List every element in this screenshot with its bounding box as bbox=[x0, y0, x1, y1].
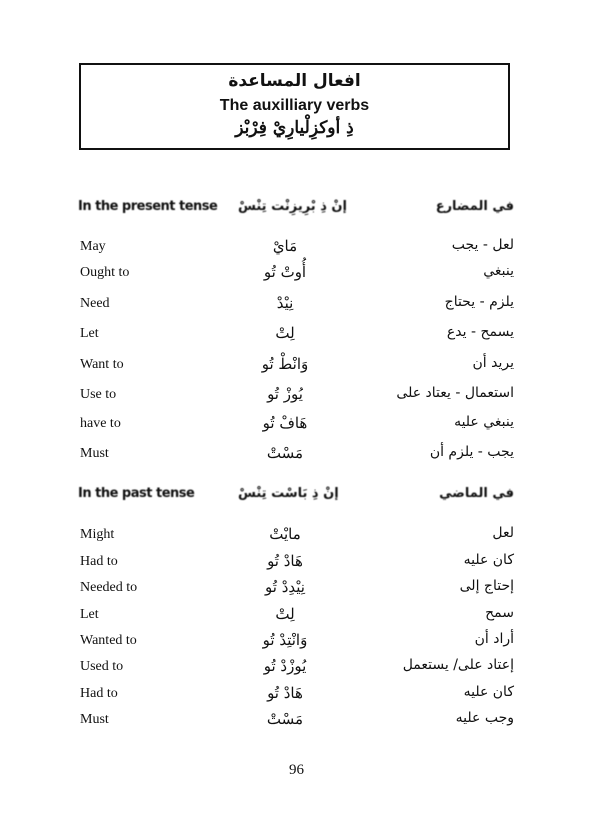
english-verb: Used to bbox=[80, 659, 124, 674]
arabic-meaning: أراد أن bbox=[474, 631, 514, 647]
english-verb: Want to bbox=[80, 357, 124, 372]
section-header-transliteration: إنْ ذِ بْرِيزِنْت تِنْسْ bbox=[238, 199, 347, 214]
arabic-meaning: استعمال - يعتاد على bbox=[396, 385, 514, 401]
pronunciation: أُوتْ تُو bbox=[263, 263, 307, 281]
table-row bbox=[80, 554, 514, 576]
title-transliteration: ذِ أوكزِلْيارِيْ فِرْبْز bbox=[235, 118, 354, 138]
pronunciation: يُوزْدْ تُو bbox=[263, 657, 307, 675]
english-verb: Let bbox=[80, 326, 99, 341]
english-verb: Wanted to bbox=[80, 633, 137, 648]
english-verb: Had to bbox=[80, 686, 118, 701]
arabic-meaning: وجب عليه bbox=[455, 710, 514, 726]
table-row bbox=[80, 326, 514, 348]
english-verb: Use to bbox=[80, 387, 117, 402]
arabic-meaning: إعتاد على/ يستعمل bbox=[402, 657, 514, 673]
table-row bbox=[80, 239, 514, 261]
arabic-meaning: يلزم - يحتاج bbox=[444, 294, 514, 310]
table-row bbox=[80, 712, 514, 734]
table-row bbox=[80, 580, 514, 602]
title-box bbox=[79, 63, 510, 150]
section-header-arabic: في المضارع bbox=[435, 199, 514, 214]
arabic-meaning: يريد أن bbox=[472, 355, 514, 371]
pronunciation: هَادْ تُو bbox=[267, 684, 303, 702]
table-row bbox=[80, 357, 514, 379]
table-row bbox=[80, 416, 514, 438]
pronunciation: مايْتْ bbox=[269, 525, 301, 543]
english-verb: Need bbox=[80, 296, 110, 311]
section-header-arabic: في الماضي bbox=[439, 486, 514, 501]
pronunciation: وَانْتِدْ تُو bbox=[262, 631, 308, 649]
english-verb: Must bbox=[80, 712, 109, 727]
arabic-meaning: إحتاج إلى bbox=[459, 578, 514, 594]
arabic-meaning: كان عليه bbox=[463, 684, 514, 700]
pronunciation: مَايْ bbox=[272, 237, 298, 255]
pronunciation: نِيْدْ bbox=[276, 294, 294, 312]
pronunciation: مَسْتْ bbox=[266, 710, 304, 728]
arabic-meaning: ينبغي عليه bbox=[454, 414, 514, 430]
table-row bbox=[80, 296, 514, 318]
arabic-meaning: يجب - يلزم أن bbox=[429, 444, 514, 460]
section-header-past bbox=[78, 486, 514, 508]
title-english: The auxilliary verbs bbox=[219, 97, 370, 114]
english-verb: Might bbox=[80, 527, 115, 542]
table-row bbox=[80, 387, 514, 409]
section-header-english: In the present tense bbox=[78, 199, 218, 214]
table-row bbox=[80, 607, 514, 629]
section-header-transliteration: إنْ ذِ بَاسْت تِنْسْ bbox=[238, 486, 339, 501]
english-verb: Had to bbox=[80, 554, 118, 569]
table-row bbox=[80, 633, 514, 655]
table-row bbox=[80, 446, 514, 468]
english-verb: have to bbox=[80, 416, 121, 431]
table-row bbox=[80, 265, 514, 287]
table-row bbox=[80, 686, 514, 708]
english-verb: Ought to bbox=[80, 265, 130, 280]
arabic-meaning: ينبغي bbox=[483, 263, 514, 279]
section-header-english: In the past tense bbox=[78, 486, 195, 501]
arabic-meaning: سمح bbox=[485, 605, 514, 621]
table-row bbox=[80, 659, 514, 681]
english-verb: Must bbox=[80, 446, 109, 461]
pronunciation: يُوزْ تُو bbox=[267, 385, 303, 403]
pronunciation: هَادْ تُو bbox=[267, 552, 303, 570]
page-number: 96 bbox=[289, 762, 304, 778]
arabic-meaning: لعل - يجب bbox=[451, 237, 514, 253]
english-verb: Needed to bbox=[80, 580, 138, 595]
arabic-meaning: يسمح - يدع bbox=[446, 324, 514, 340]
pronunciation: وَانْطْ تُو bbox=[261, 355, 309, 373]
arabic-meaning: لعل bbox=[492, 525, 514, 541]
pronunciation: لِتْ bbox=[275, 605, 295, 623]
table-row bbox=[80, 527, 514, 549]
arabic-meaning: كان عليه bbox=[463, 552, 514, 568]
english-verb: May bbox=[80, 239, 106, 254]
pronunciation: هَافْ تُو bbox=[262, 414, 308, 432]
pronunciation: لِتْ bbox=[275, 324, 295, 342]
pronunciation: مَسْتْ bbox=[266, 444, 304, 462]
section-header-present bbox=[78, 199, 514, 221]
title-arabic: افعال المساعدة bbox=[228, 71, 361, 91]
pronunciation: نِيْدِدْ تُو bbox=[265, 578, 305, 596]
english-verb: Let bbox=[80, 607, 99, 622]
